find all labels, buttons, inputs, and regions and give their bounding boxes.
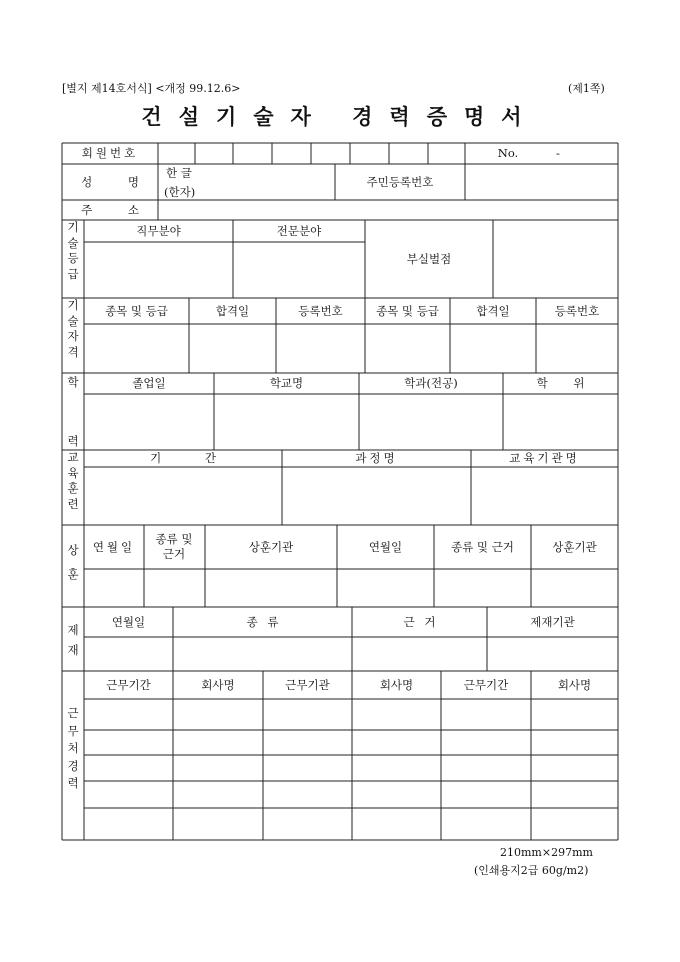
qualification-header: 등록번호: [554, 303, 600, 318]
section-char: 훈: [67, 481, 79, 495]
awards-header: 종류 및 근거: [155, 532, 193, 561]
education-header: 학 위: [536, 376, 585, 391]
section-char: 상: [67, 543, 79, 557]
section-char: 재: [67, 642, 79, 657]
qualification-header: 종목 및 등급: [105, 303, 168, 318]
section-char: 훈: [67, 566, 79, 581]
specialty-field-header: 전문분야: [276, 223, 322, 238]
section-char: 력: [67, 776, 79, 790]
education-section-char: 학: [67, 375, 79, 389]
awards-section-label: [62, 545, 84, 580]
awards-header: 연월일: [368, 539, 403, 554]
form-reference: [별지 제14호서식] <개정 99.12.6>: [62, 82, 241, 95]
training-header: 교육기관명: [509, 451, 580, 466]
member-number-label: 회원번호: [81, 146, 139, 161]
qualification-header: 합격일: [215, 303, 250, 318]
tech-grade-section-label: [62, 222, 84, 280]
section-char: 경: [67, 758, 79, 773]
section-char: 급: [67, 266, 79, 281]
education-header: 학교명: [269, 376, 304, 391]
section-char: 기: [67, 298, 79, 312]
section-char: 련: [67, 496, 79, 511]
page-label: (제1쪽): [568, 82, 605, 95]
section-char: 기: [67, 220, 79, 234]
education-header: 졸업일: [132, 376, 166, 391]
awards-header: 상훈기관: [248, 539, 294, 554]
work-history-header: 근무기간: [463, 677, 509, 692]
work-history-header: 회사명: [201, 677, 235, 692]
qualification-header: 등록번호: [298, 303, 343, 318]
education-header: 학과(전공): [404, 376, 458, 391]
name-label: 성 명: [81, 174, 139, 189]
sanctions-section-label: [62, 625, 84, 656]
resident-number-label: 주민등록번호: [366, 174, 434, 189]
sanctions-header: 연월일: [111, 614, 146, 629]
section-char: 격: [67, 344, 79, 359]
sanctions-header: 제재기관: [530, 614, 575, 629]
address-label: 주 소: [81, 202, 139, 217]
section-char: 근: [67, 706, 79, 720]
qualification-header: 합격일: [476, 303, 510, 318]
section-char: 술: [67, 235, 79, 250]
work-history-section-label: [62, 708, 84, 790]
training-section-label: [62, 452, 84, 510]
name-korean-label: 한 글: [166, 166, 192, 180]
number-label: No.: [497, 146, 519, 161]
section-char: 교: [67, 450, 79, 464]
poor-penalty-label: 부실벌점: [406, 251, 452, 266]
work-history-header: 회사명: [379, 677, 414, 692]
section-char: 무: [67, 723, 79, 738]
qualification-header: 종목 및 등급: [376, 303, 439, 318]
awards-header: 연월일: [92, 539, 136, 554]
section-char: 자: [67, 329, 79, 343]
section-char: 처: [67, 741, 79, 755]
document-title: 건설기술자 경력증명서: [141, 104, 539, 129]
job-field-header: 직무분야: [136, 223, 181, 238]
work-history-header: 회사명: [557, 677, 592, 692]
work-history-header: 근무기간: [106, 677, 151, 692]
section-char: 술: [67, 313, 79, 328]
work-history-header: 근무기관: [285, 677, 330, 692]
training-header: 과정명: [355, 451, 398, 466]
sanctions-header: 근 거: [403, 614, 436, 629]
education-section-char: 력: [67, 434, 79, 448]
name-hanja-label: (한자): [164, 185, 196, 199]
awards-header: 상훈기관: [552, 539, 597, 554]
section-char: 등: [67, 251, 79, 265]
training-header: 기 간: [150, 451, 216, 466]
paper-size: 210mm×297mm: [500, 846, 593, 859]
paper-type: (인쇄용지2급 60g/m2): [474, 864, 589, 877]
awards-header: 종류 및 근거: [451, 539, 514, 554]
section-char: 제: [67, 623, 79, 637]
section-char: 육: [67, 465, 79, 480]
tech-qualification-section-label: [62, 300, 84, 358]
sanctions-header: 종 류: [246, 614, 279, 629]
number-value[interactable]: -: [556, 146, 560, 161]
